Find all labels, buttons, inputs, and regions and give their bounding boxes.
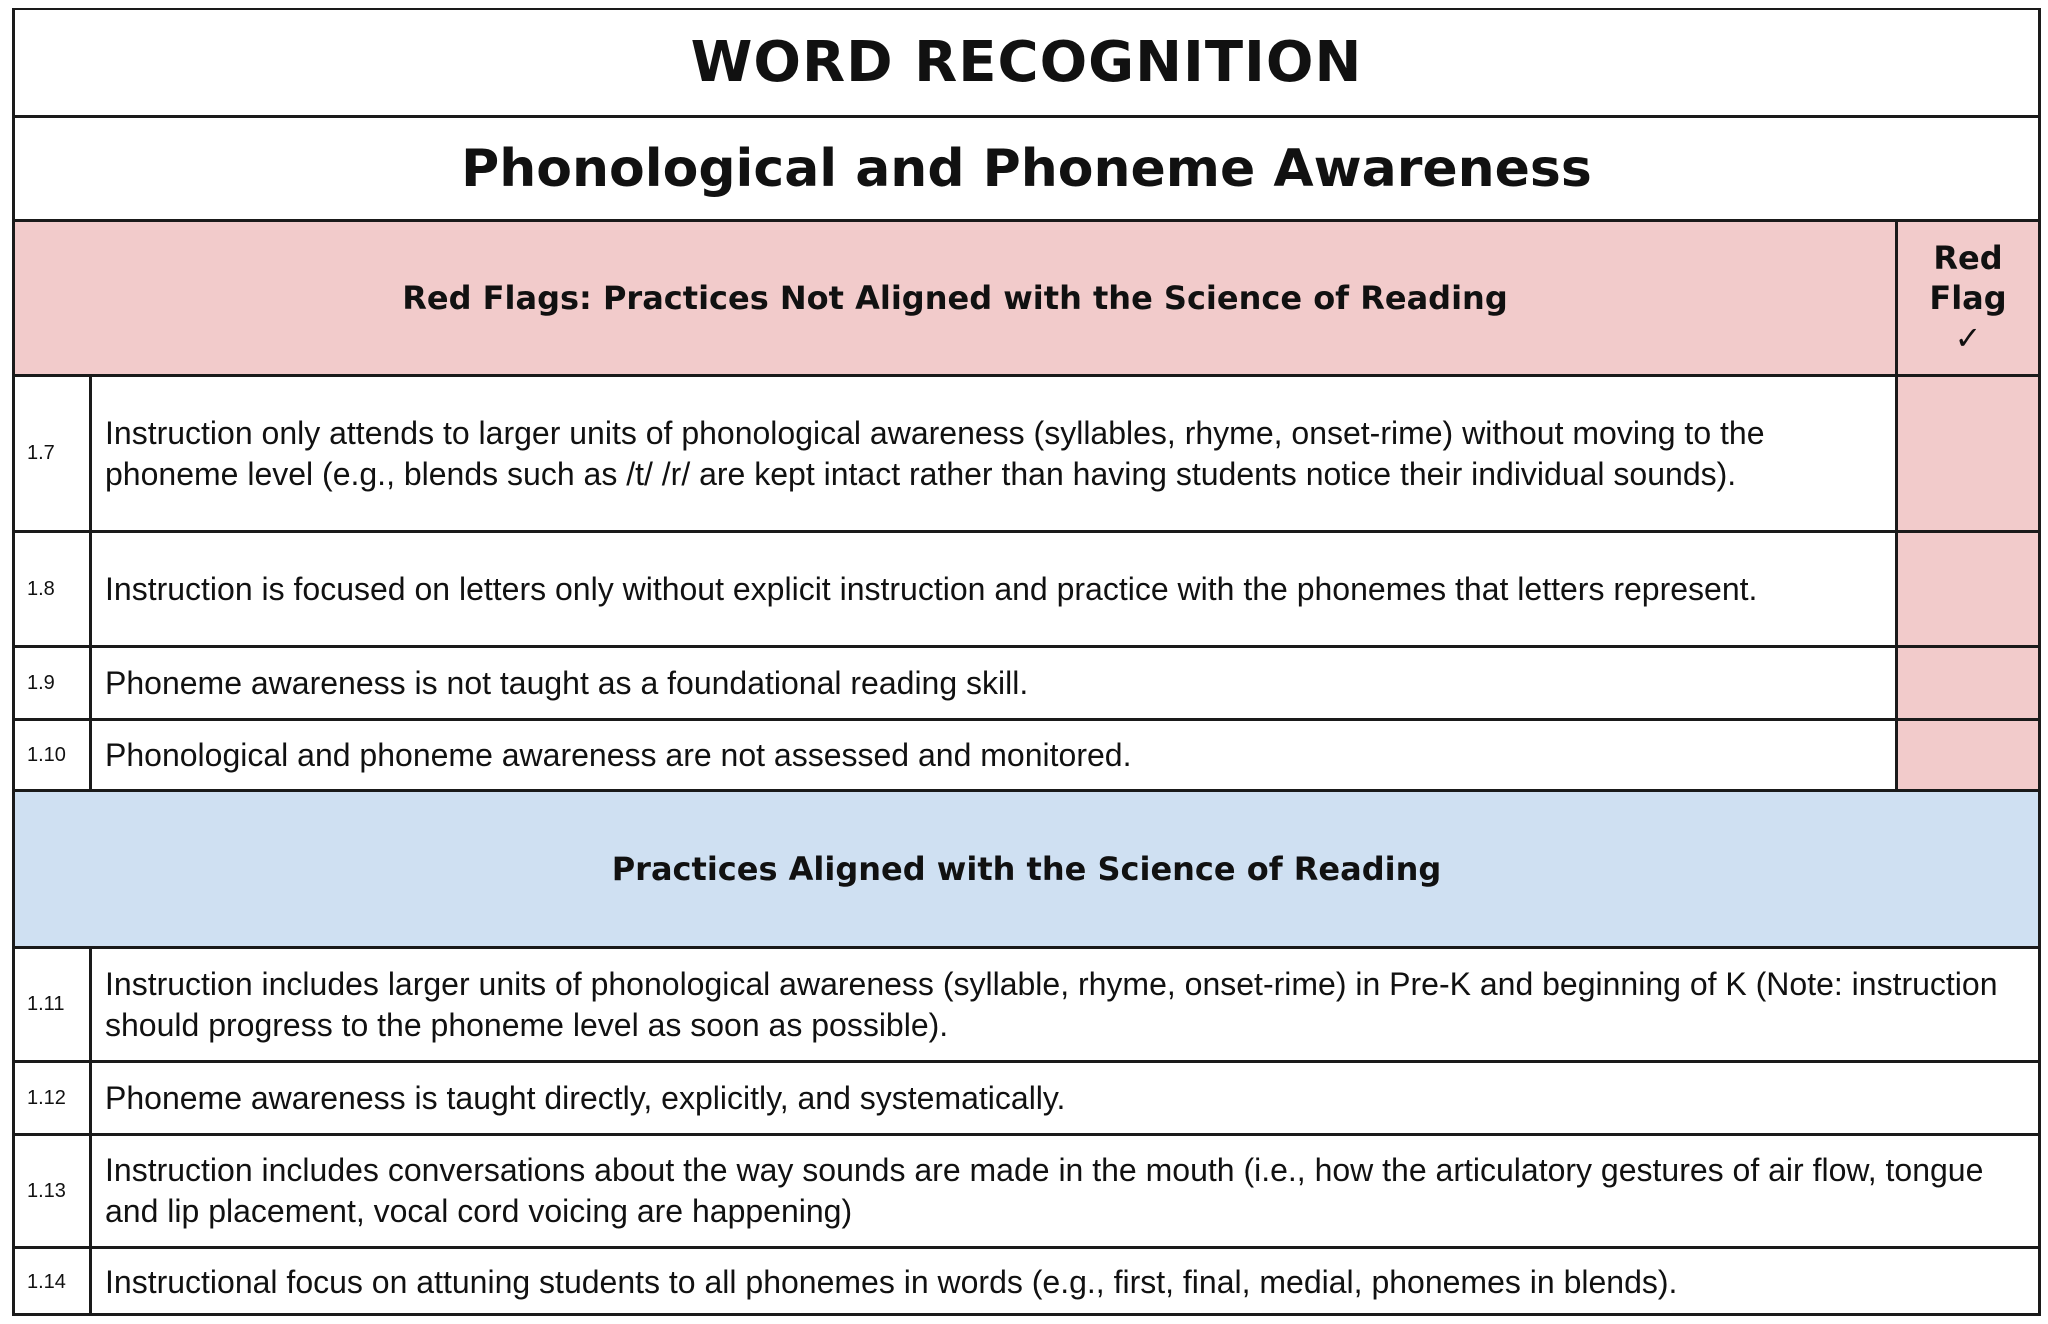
red-flag-column-header [1895,222,2038,374]
aligned-header-row [15,792,2038,949]
item-text: Instruction includes conversations about the way sounds are made in the mouth (i.e., how the articulatory gestures of air flow, tongue and lip placement, vocal cord voicing are happening) [105,1152,1984,1229]
red-flags-header-row [15,222,2038,377]
red-flag-checkbox-cell[interactable] [1895,648,2038,718]
red-flag-column-label-line2: Flag [1929,279,2007,317]
item-text: Instruction is focused on letters only without explicit instruction and practice with the phonemes that letters represent. [105,570,1758,607]
item-text: Phoneme awareness is taught directly, explicitly, and systematically. [105,1079,1066,1116]
item-number: 1.9 [15,648,92,718]
aligned-row [15,1063,2038,1136]
item-number: 1.10 [15,721,92,789]
red-flag-checkbox-cell[interactable] [1895,377,2038,530]
item-number: 1.7 [15,377,92,530]
item-text: Phonological and phoneme awareness are not assessed and monitored. [105,736,1132,773]
section-subtitle: Phonological and Phoneme Awareness [461,138,1592,199]
red-flag-row [15,533,2038,648]
red-flag-row [15,377,2038,533]
subtitle-row [15,118,2038,222]
red-flags-header: Red Flags: Practices Not Aligned with the Science of Reading [402,279,1508,317]
item-text: Instruction only attends to larger units of phonological awareness (syllables, rhyme, onset-rime) without moving to the phoneme level (e.g., blends such as /t/ /r/ are kept intact rather than having students notice their individual sounds). [105,414,1765,492]
red-flag-column-label-line1: Red [1933,239,2003,277]
aligned-row [15,949,2038,1063]
aligned-row [15,1136,2038,1249]
item-number: 1.12 [15,1063,92,1133]
item-number: 1.13 [15,1136,92,1246]
item-text: Phoneme awareness is not taught as a foundational reading skill. [105,664,1029,701]
aligned-row [15,1249,2038,1315]
title-row [15,10,2038,118]
item-number: 1.11 [15,949,92,1060]
red-flag-checkbox-cell[interactable] [1895,721,2038,789]
red-flag-row [15,648,2038,721]
red-flag-row [15,721,2038,792]
item-number: 1.14 [15,1249,92,1315]
item-number: 1.8 [15,533,92,645]
checkmark-icon: ✓ [1954,319,1982,357]
document-title: WORD RECOGNITION [690,30,1363,95]
item-text: Instructional focus on attuning students to all phonemes in words (e.g., first, final, medial, phonemes in blends). [105,1263,1678,1300]
item-text: Instruction includes larger units of phonological awareness (syllable, rhyme, onset-rime) in Pre-K and beginning of K (Note: instruction should progress to the phoneme level as soon as possible). [105,965,1998,1043]
rubric-table [12,8,2041,1316]
red-flag-checkbox-cell[interactable] [1895,533,2038,645]
aligned-header: Practices Aligned with the Science of Reading [611,850,1442,888]
